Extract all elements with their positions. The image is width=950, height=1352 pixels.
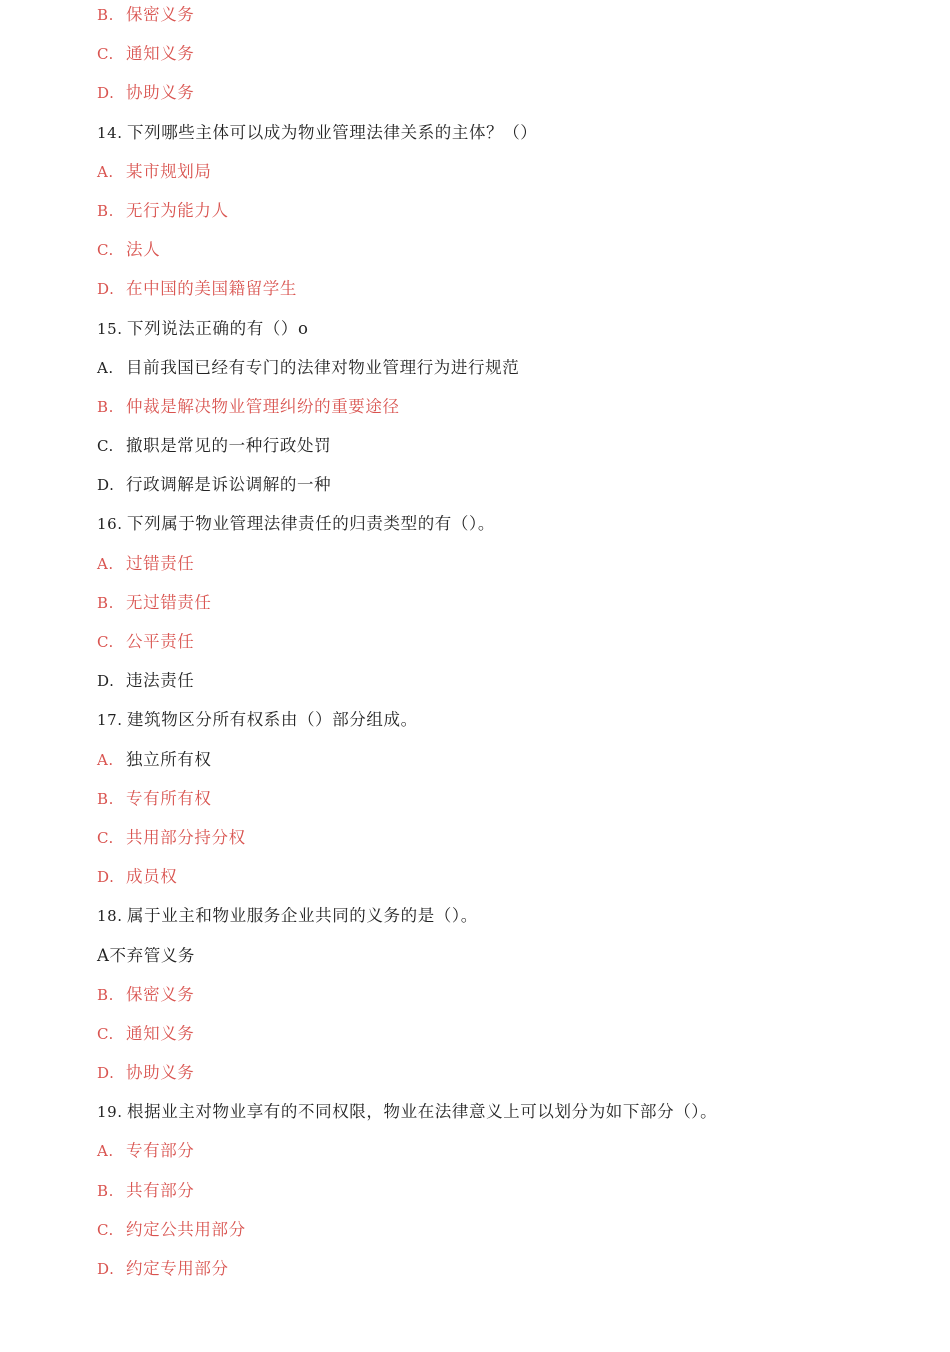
option-label: C. — [97, 437, 114, 456]
option-line — [97, 1058, 917, 1097]
option-label: B. — [97, 201, 114, 220]
option-line — [97, 392, 917, 431]
option-label: C. — [97, 45, 114, 64]
option-text: 违法责任 — [126, 671, 195, 691]
option-text: 法人 — [126, 240, 161, 260]
option-text: 保密义务 — [126, 984, 195, 1004]
option-label: C. — [97, 241, 114, 260]
option-label: D. — [97, 84, 115, 103]
question-text: 下列说法正确的有（）o — [127, 318, 309, 338]
question-line — [97, 705, 917, 744]
option-label: B. — [97, 1181, 114, 1200]
option-line — [97, 78, 917, 117]
option-line — [97, 1019, 917, 1058]
option-label: D. — [97, 280, 115, 299]
option-label: B. — [97, 397, 114, 416]
option-label: C. — [97, 1024, 114, 1043]
option-line — [97, 588, 917, 627]
option-text: 协助义务 — [126, 1063, 195, 1083]
option-text: 独立所有权 — [126, 749, 212, 769]
question-text: 属于业主和物业服务企业共同的义务的是（）。 — [127, 906, 478, 926]
option-line — [97, 862, 917, 901]
option-label: D. — [97, 672, 115, 691]
option-label: A. — [97, 750, 114, 769]
option-text: 共有部分 — [126, 1180, 195, 1200]
option-text: 公平责任 — [126, 632, 195, 651]
option-label: B. — [97, 6, 114, 24]
option-label: A. — [97, 1142, 114, 1161]
option-label: A. — [97, 162, 114, 181]
question-text: 根据业主对物业享有的不同权限，物业在法律意义上可以划分为如下部分（）。 — [127, 1102, 718, 1122]
option-text: 约定专用部分 — [126, 1259, 229, 1278]
option-text: 成员权 — [126, 867, 178, 887]
option-label: C. — [97, 1220, 114, 1239]
option-line — [97, 431, 917, 470]
option-line — [97, 39, 917, 78]
option-line — [97, 470, 917, 509]
option-label: C. — [97, 828, 114, 847]
option-line — [97, 784, 917, 823]
option-text: 专有所有权 — [126, 788, 212, 808]
option-text: 仲裁是解决物业管理纠纷的重要途径 — [126, 396, 400, 416]
option-text: 在中国的美国籍留学生 — [126, 279, 297, 299]
option-line — [97, 274, 917, 313]
option-text: 某市规划局 — [126, 161, 212, 181]
option-label: A. — [97, 358, 114, 377]
option-line — [97, 1136, 917, 1175]
option-label: D. — [97, 868, 115, 887]
option-label: D. — [97, 1064, 115, 1083]
option-line — [97, 941, 917, 980]
option-text: A不弃管义务 — [97, 945, 196, 965]
option-text: 约定公共用部分 — [126, 1219, 246, 1239]
option-label: D. — [97, 476, 115, 495]
option-text: 行政调解是诉讼调解的一种 — [126, 475, 332, 495]
question-text: 建筑物区分所有权系由（）部分组成。 — [127, 710, 418, 730]
option-line — [97, 353, 917, 392]
question-text: 下列属于物业管理法律责任的归责类型的有（）。 — [127, 514, 495, 534]
question-line — [97, 509, 917, 548]
option-line — [97, 157, 917, 196]
option-line — [97, 235, 917, 274]
question-text: 下列哪些主体可以成为物业管理法律关系的主体？（） — [127, 122, 538, 142]
question-number: 14. — [97, 123, 123, 142]
option-line — [97, 666, 917, 705]
option-text: 通知义务 — [126, 1023, 195, 1043]
document-page — [97, 0, 917, 1293]
option-text: 无过错责任 — [126, 592, 212, 612]
option-line — [97, 745, 917, 784]
option-line — [97, 549, 917, 588]
option-line — [97, 1215, 917, 1254]
question-line — [97, 1097, 917, 1136]
option-text: 专有部分 — [126, 1141, 195, 1161]
option-label: B. — [97, 985, 114, 1004]
option-line — [97, 627, 917, 666]
option-line — [97, 0, 917, 39]
option-label: A. — [97, 554, 114, 573]
option-line — [97, 1176, 917, 1215]
option-text: 协助义务 — [126, 83, 195, 103]
option-text: 撤职是常见的一种行政处罚 — [126, 436, 332, 456]
question-number: 15. — [97, 319, 123, 338]
option-label: B. — [97, 789, 114, 808]
option-text: 过错责任 — [126, 553, 195, 573]
option-text: 保密义务 — [126, 5, 195, 24]
option-text: 共用部分持分权 — [126, 827, 246, 847]
option-label: B. — [97, 593, 114, 612]
question-line — [97, 314, 917, 353]
question-line — [97, 118, 917, 157]
question-number: 16. — [97, 515, 123, 534]
question-number: 17. — [97, 711, 123, 730]
option-line — [97, 823, 917, 862]
option-text: 无行为能力人 — [126, 200, 229, 220]
option-label: D. — [97, 1260, 115, 1278]
option-line — [97, 980, 917, 1019]
option-label: C. — [97, 633, 114, 651]
question-number: 19. — [97, 1103, 123, 1122]
option-line — [97, 1254, 917, 1293]
question-line — [97, 901, 917, 940]
option-text: 目前我国已经有专门的法律对物业管理行为进行规范 — [126, 357, 520, 377]
option-text: 通知义务 — [126, 44, 195, 64]
question-number: 18. — [97, 907, 123, 926]
option-line — [97, 196, 917, 235]
